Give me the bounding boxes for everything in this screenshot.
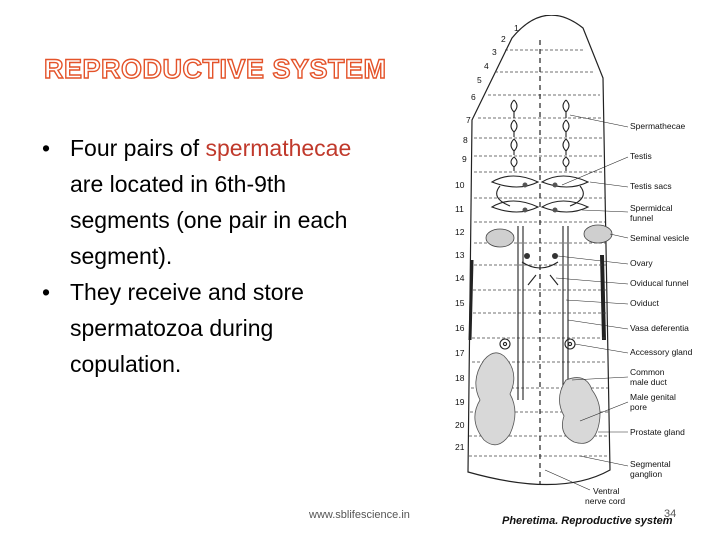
footer-url: www.sblifescience.in	[309, 509, 410, 521]
slide-title: REPRODUCTIVE SYSTEM	[44, 54, 387, 84]
label-spermathecae: Spermathecae	[630, 121, 686, 131]
segment-number: 19	[455, 397, 465, 407]
bullet-text: They receive and store spermatozoa during copulation.	[70, 279, 304, 377]
diagram-labels	[585, 121, 693, 506]
reproductive-system-diagram	[445, 15, 715, 540]
segment-number: 9	[462, 154, 467, 164]
label-testis: Testis	[630, 151, 652, 161]
bullet-item	[36, 274, 356, 382]
segment-number: 15	[455, 298, 465, 308]
segment-number: 2	[501, 34, 506, 44]
label-spermiducal-funnel: Spermidcal	[630, 203, 673, 213]
segment-number: 1	[514, 23, 519, 33]
seminal-vesicles	[486, 225, 612, 247]
page-number: 34	[664, 508, 677, 520]
bullet-text: are located in 6th-9th segments (one pair in each segment).	[70, 171, 348, 269]
label-ventral-nerve-cord: nerve cord	[585, 496, 626, 506]
label-accessory-gland: Accessory gland	[630, 347, 693, 357]
label-spermiducal-funnel: funnel	[630, 213, 654, 223]
segment-number: 10	[455, 180, 465, 190]
label-male-genital-pore: Male genital	[630, 392, 676, 402]
label-male-genital-pore: pore	[630, 402, 648, 412]
label-vasa-deferentia: Vasa deferentia	[630, 323, 689, 333]
segment-number: 8	[463, 135, 468, 145]
segment-number: 13	[455, 250, 465, 260]
segment-number: 6	[471, 92, 476, 102]
segment-number: 16	[455, 323, 465, 333]
label-ovary: Ovary	[630, 258, 653, 268]
bullet-list	[36, 130, 356, 382]
label-oviduct: Oviduct	[630, 298, 659, 308]
segment-number: 11	[455, 204, 464, 214]
segment-number: 5	[477, 75, 482, 85]
label-common-male-duct: Common	[630, 367, 665, 377]
segment-number: 3	[492, 47, 497, 57]
label-common-male-duct: male duct	[630, 377, 667, 387]
segment-number: 21	[455, 442, 465, 452]
ovary	[524, 253, 558, 259]
segment-number: 7	[466, 115, 471, 125]
segment-number: 12	[455, 227, 465, 237]
segment-number: 4	[484, 61, 489, 71]
label-segmental-ganglion: ganglion	[630, 469, 663, 479]
label-testis-sacs: Testis sacs	[630, 181, 672, 191]
bullet-item	[36, 130, 356, 274]
label-oviducal-funnel: Oviducal funnel	[630, 278, 689, 288]
bullet-text: Four pairs of	[70, 135, 206, 161]
highlight-term: spermathecae	[205, 135, 352, 161]
segment-number: 17	[455, 348, 465, 358]
prostate-glands	[475, 353, 600, 445]
label-prostate-gland: Prostate gland	[630, 427, 685, 437]
segment-number: 14	[455, 273, 465, 283]
segment-number: 20	[455, 420, 465, 430]
segment-number: 18	[455, 373, 465, 383]
label-seminal-vesicle: Seminal vesicle	[630, 233, 690, 243]
diagram-caption: Pheretima. Reproductive system	[502, 515, 673, 527]
label-ventral-nerve-cord: Ventral	[593, 486, 620, 496]
label-segmental-ganglion: Segmental	[630, 459, 671, 469]
